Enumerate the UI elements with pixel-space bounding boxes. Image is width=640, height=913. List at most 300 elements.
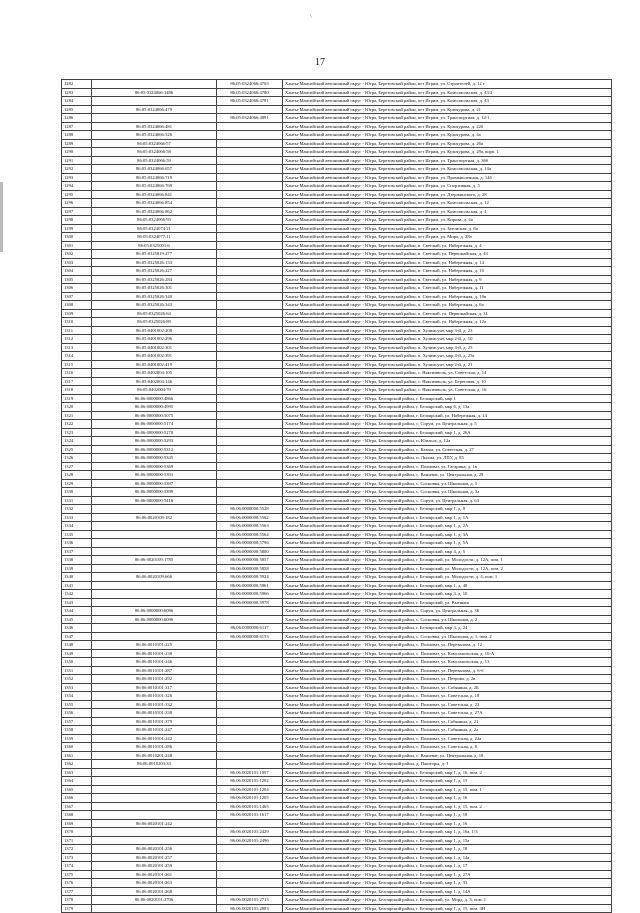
table-row (62, 496, 612, 505)
land-cadastral-number-cell: 86:06:0010101:338 (92, 709, 217, 718)
land-cadastral-number-cell: 86:06:0010101:379 (92, 717, 217, 726)
table-row (62, 743, 612, 752)
building-cadastral-number-cell (217, 369, 283, 378)
table-row (62, 675, 612, 684)
land-cadastral-number-cell: 86:06:0010101:247 (92, 726, 217, 735)
row-number-cell: 1361 (62, 751, 92, 760)
building-cadastral-number-cell (217, 131, 283, 140)
table-row (62, 292, 612, 301)
table-row (62, 683, 612, 692)
address-cell: Ханты-Мансийский автономный округ - Югра, Белоярский район, с. Полноват, ул. Собянина, д. 21 (283, 717, 612, 726)
address-cell: Ханты-Мансийский автономный округ - Югра, Белоярский район, г. Белоярский, ул. Молодости, д. 12А, пом. 1 (283, 556, 612, 565)
building-cadastral-number-cell (217, 258, 283, 267)
table-row (62, 190, 612, 199)
land-cadastral-number-cell: 86:05:0325026:89 (92, 318, 217, 327)
address-cell: Ханты-Мансийский автономный округ - Югра, Белоярский район, г. Белоярский, мкр 1, д. 5А (283, 539, 612, 548)
row-number-cell: 1287 (62, 122, 92, 131)
row-number-cell: 1347 (62, 632, 92, 641)
table-row (62, 709, 612, 718)
building-cadastral-number-cell (217, 734, 283, 743)
address-cell: Ханты-Мансийский автономный округ - Югра, Березовский район, пгт Игрим, ул. Дзержинского, д. 28 (283, 190, 612, 199)
row-number-cell: 1335 (62, 530, 92, 539)
land-cadastral-number-cell (92, 598, 217, 607)
table-row (62, 666, 612, 675)
address-cell: Ханты-Мансийский автономный округ - Югра, Белоярский район, г. Белоярский, мкр 1, д. 1А (283, 513, 612, 522)
row-number-cell: 1363 (62, 768, 92, 777)
row-number-cell: 1284 (62, 97, 92, 106)
row-number-cell: 1296 (62, 199, 92, 208)
address-cell: Ханты-Мансийский автономный округ - Югра, Белоярский район, с. Сорум, ул. Центральная, д. 63 (283, 496, 612, 505)
row-number-cell: 1365 (62, 785, 92, 794)
building-cadastral-number-cell (217, 216, 283, 225)
land-cadastral-number-cell: 86:05:0325001:6 (92, 241, 217, 250)
address-cell: Ханты-Мансийский автономный округ - Югра, Березовский район, пгт Игрим, ул. Кульчурова, д. 29а, корп. 1 (283, 148, 612, 157)
address-cell: Ханты-Мансийский автономный округ - Югра, Березовский район, с. Няксимволь, ул. Береговая, д. 10 (283, 377, 612, 386)
land-cadastral-number-cell: 86:05:0324077:11 (92, 233, 217, 242)
row-number-cell: 1378 (62, 896, 92, 905)
property-register-table (61, 79, 612, 913)
address-cell: Ханты-Мансийский автономный округ - Югра, Белоярский район, с. Ванзеват, ул. Центральная, д. 18 (283, 751, 612, 760)
land-cadastral-number-cell: 86:06:0020101:257 (92, 853, 217, 862)
table-row (62, 250, 612, 259)
address-cell: Ханты-Мансийский автономный округ - Югра, Белоярский район, г. Белоярский, мкр 1, д. 15, пом. 2 (283, 802, 612, 811)
row-number-cell: 1375 (62, 870, 92, 879)
row-number-cell: 1349 (62, 649, 92, 658)
address-cell: Ханты-Мансийский автономный округ - Югра, Березовский район, п. Светлый, ул. Набережная, д. 11 (283, 284, 612, 293)
row-number-cell: 1376 (62, 879, 92, 888)
table-row (62, 760, 612, 769)
row-number-cell: 1323 (62, 428, 92, 437)
land-cadastral-number-cell (92, 522, 217, 531)
land-cadastral-number-cell (92, 590, 217, 599)
address-cell: Ханты-Мансийский автономный округ - Югра, Березовский район, п. Светлый, ул. Набережная, д. 10 (283, 267, 612, 276)
table-row (62, 258, 612, 267)
address-cell: Ханты-Мансийский автономный округ - Югра, Белоярский район, г. Белоярский, мкр 1, д. 16а, 1/3 (283, 828, 612, 837)
building-cadastral-number-cell (217, 479, 283, 488)
table-row (62, 768, 612, 777)
row-number-cell: 1362 (62, 760, 92, 769)
building-cadastral-number-cell (217, 675, 283, 684)
land-cadastral-number-cell (92, 777, 217, 786)
address-cell: Ханты-Мансийский автономный округ - Югра, Белоярский район, г. Белоярский, мкр 6, д. 13а (283, 403, 612, 412)
building-cadastral-number-cell (217, 199, 283, 208)
address-cell: Ханты-Мансийский автономный округ - Югра, Белоярский район, г. Белоярский, мкр 1, д. 15, пом. 1 (283, 785, 612, 794)
table-row (62, 624, 612, 633)
address-cell: Ханты-Мансийский автономный округ - Югра, Белоярский район, г. Белоярский, ул. Молодости, д. 12А, пом. 2 (283, 564, 612, 573)
land-cadastral-number-cell: 86:05:0325026:227 (92, 267, 217, 276)
table-row (62, 182, 612, 191)
land-cadastral-number-cell: 86:06:0010101:332 (92, 700, 217, 709)
row-number-cell: 1369 (62, 819, 92, 828)
row-number-cell: 1322 (62, 420, 92, 429)
row-number-cell: 1355 (62, 700, 92, 709)
row-number-cell: 1310 (62, 318, 92, 327)
address-cell: Ханты-Мансийский автономный округ - Югра, Белоярский район, с. Сосновка, ул. Школьная, д. 3а (283, 488, 612, 497)
table-row (62, 369, 612, 378)
land-cadastral-number-cell: 86:06:0020109:182 (92, 513, 217, 522)
address-cell: Ханты-Мансийский автономный округ - Югра, Березовский район, п. Светлый, ул. Набережная, д. 9 (283, 275, 612, 284)
table-row (62, 479, 612, 488)
building-cadastral-number-cell (217, 394, 283, 403)
table-row (62, 445, 612, 454)
building-cadastral-number-cell (217, 250, 283, 259)
table-row (62, 564, 612, 573)
table-row (62, 556, 612, 565)
address-cell: Ханты-Мансийский автономный округ - Югра, Березовский район, п. Светлый, ул. Набережная, д. 14 (283, 258, 612, 267)
building-cadastral-number-cell (217, 428, 283, 437)
address-cell: Ханты-Мансийский автономный округ - Югра, Березовский район, пгт Игрим, ул. Комсомольская, д. 12 (283, 199, 612, 208)
land-cadastral-number-cell: 86:06:0010101:286 (92, 743, 217, 752)
table-row (62, 513, 612, 522)
address-cell: Ханты-Мансийский автономный округ - Югра, Белоярский район, г. Белоярский, мкр 1, д. 14А (283, 887, 612, 896)
table-row (62, 700, 612, 709)
building-cadastral-number-cell (217, 377, 283, 386)
land-cadastral-number-cell: 86:06:0020101:261 (92, 870, 217, 879)
land-cadastral-number-cell: 86:05:0325026:64 (92, 309, 217, 318)
address-cell: Ханты-Мансийский автономный округ - Югра, Белоярский район, с. Полноват, ул. Комсомольская, д. 16-А (283, 649, 612, 658)
address-cell: Ханты-Мансийский автономный округ - Югра, Березовский район, п. Светлый, ул. Набережная, д. 12а (283, 318, 612, 327)
building-cadastral-number-cell (217, 411, 283, 420)
address-cell: Ханты-Мансийский автономный округ - Югра, Белоярский район, с. Полноват, ул. Перевалова, д. 6-б (283, 666, 612, 675)
address-cell: Ханты-Мансийский автономный округ - Югра, Березовский район, пгт Игрим, ул. Кульчурова, д. 4а (283, 131, 612, 140)
building-cadastral-number-cell (217, 887, 283, 896)
land-cadastral-number-cell: 86:06:0000000:5312 (92, 445, 217, 454)
address-cell: Ханты-Мансийский автономный округ - Югра, Белоярский район, с. Полноват, ул. Комсомольская, д. 13 (283, 658, 612, 667)
address-cell: Ханты-Мансийский автономный округ - Югра, Березовский район, пгт Игрим, ул. Спортивная, д. 5 (283, 182, 612, 191)
table-row (62, 114, 612, 123)
row-number-cell: 1304 (62, 267, 92, 276)
building-cadastral-number-cell (217, 233, 283, 242)
row-number-cell: 1324 (62, 437, 92, 446)
address-cell: Ханты-Мансийский автономный округ - Югра, Белоярский район, с. Полноват, ул. Гагарина, д. 1в (283, 462, 612, 471)
building-cadastral-number-cell (217, 148, 283, 157)
building-cadastral-number-cell: 86:06:0000000:5978 (217, 598, 283, 607)
land-cadastral-number-cell: 86:06:0010101:225 (92, 641, 217, 650)
land-cadastral-number-cell: 86:06:0010201:248 (92, 751, 217, 760)
row-number-cell: 1319 (62, 394, 92, 403)
table-row (62, 615, 612, 624)
building-cadastral-number-cell (217, 318, 283, 327)
address-cell: Ханты-Мансийский автономный округ - Югра, Белоярский район, г. Белоярский, мкр 1, д. 8 (283, 505, 612, 514)
land-cadastral-number-cell: 86:05:0324066:479 (92, 105, 217, 114)
address-cell: Ханты-Мансийский автономный округ - Югра, Березовский район, п. Хулимсунт, мкр 2-й, д. 10 (283, 335, 612, 344)
building-cadastral-number-cell (217, 139, 283, 148)
land-cadastral-number-cell: 86:06:0000000:5397 (92, 479, 217, 488)
table-row (62, 547, 612, 556)
row-number-cell: 1330 (62, 488, 92, 497)
row-number-cell: 1360 (62, 743, 92, 752)
building-cadastral-number-cell: 86:06:0000000:6153 (217, 632, 283, 641)
table-row (62, 845, 612, 854)
land-cadastral-number-cell: 86:06:0020101:259 (92, 862, 217, 871)
land-cadastral-number-cell (92, 97, 217, 106)
row-number-cell: 1331 (62, 496, 92, 505)
row-number-cell: 1377 (62, 887, 92, 896)
land-cadastral-number-cell (92, 539, 217, 548)
row-number-cell: 1344 (62, 607, 92, 616)
building-cadastral-number-cell (217, 649, 283, 658)
building-cadastral-number-cell (217, 692, 283, 701)
land-cadastral-number-cell: 86:05:0324066:841 (92, 190, 217, 199)
building-cadastral-number-cell (217, 462, 283, 471)
land-cadastral-number-cell: 86:06:0000000:5416 (92, 496, 217, 505)
row-number-cell: 1342 (62, 590, 92, 599)
table-row (62, 411, 612, 420)
building-cadastral-number-cell (217, 760, 283, 769)
table-row (62, 360, 612, 369)
address-cell: Ханты-Мансийский автономный округ - Югра, Белоярский район, г. Белоярский, мкр 3, д. 10 (283, 590, 612, 599)
building-cadastral-number-cell (217, 326, 283, 335)
building-cadastral-number-cell (217, 743, 283, 752)
row-number-cell: 1283 (62, 88, 92, 97)
land-cadastral-number-cell (92, 564, 217, 573)
row-number-cell: 1325 (62, 445, 92, 454)
building-cadastral-number-cell (217, 224, 283, 233)
address-cell: Ханты-Мансийский автономный округ - Югра, Белоярский район, с. Казым, ул. Советская, д. 27 (283, 445, 612, 454)
table-row (62, 590, 612, 599)
land-cadastral-number-cell (92, 80, 217, 89)
address-cell: Ханты-Мансийский автономный округ - Югра, Белоярский район, г. Белоярский, ул. Набережная, д. 14 (283, 411, 612, 420)
table-row (62, 224, 612, 233)
address-cell: Ханты-Мансийский автономный округ - Югра, Белоярский район, п. Юильск, д. 12а (283, 437, 612, 446)
table-row (62, 301, 612, 310)
land-cadastral-number-cell: 86:05:0402004:146 (92, 377, 217, 386)
address-cell: Ханты-Мансийский автономный округ - Югра, Белоярский район, с. Полноват, ул. Советская, д. 23 (283, 700, 612, 709)
table-row (62, 717, 612, 726)
table-row (62, 836, 612, 845)
land-cadastral-number-cell: 86:06:0020101:242 (92, 819, 217, 828)
table-row (62, 802, 612, 811)
building-cadastral-number-cell (217, 879, 283, 888)
land-cadastral-number-cell (92, 632, 217, 641)
scan-edge-mark (0, 182, 3, 252)
land-cadastral-number-cell (92, 505, 217, 514)
building-cadastral-number-cell (217, 292, 283, 301)
row-number-cell: 1339 (62, 564, 92, 573)
table-row (62, 658, 612, 667)
table-row (62, 777, 612, 786)
address-cell: Ханты-Мансийский автономный округ - Югра, Березовский район, пгт Игрим, ул. Транспортная, д. 36б (283, 156, 612, 165)
land-cadastral-number-cell: 86:06:0010203:33 (92, 760, 217, 769)
building-cadastral-number-cell (217, 343, 283, 352)
land-cadastral-number-cell (92, 836, 217, 845)
building-cadastral-number-cell (217, 607, 283, 616)
land-cadastral-number-cell: 86:05:0401002:391 (92, 352, 217, 361)
table-row (62, 819, 612, 828)
land-cadastral-number-cell: 86:06:0000000:5345 (92, 454, 217, 463)
building-cadastral-number-cell (217, 241, 283, 250)
land-cadastral-number-cell: 86:05:0324066:57 (92, 139, 217, 148)
land-cadastral-number-cell: 86:06:0020101:268 (92, 887, 217, 896)
building-cadastral-number-cell: 86:06:0020101:1465 (217, 802, 283, 811)
row-number-cell: 1306 (62, 284, 92, 293)
table-row (62, 641, 612, 650)
table-row (62, 139, 612, 148)
table-row (62, 318, 612, 327)
page-number: 17 (315, 57, 325, 68)
building-cadastral-number-cell (217, 870, 283, 879)
table-row (62, 522, 612, 531)
address-cell: Ханты-Мансийский автономный округ - Югра, Белоярский район, г. Белоярский, мкр 1, д. 14а (283, 853, 612, 862)
row-number-cell: 1286 (62, 114, 92, 123)
land-cadastral-number-cell: 86:06:0020101:263 (92, 879, 217, 888)
table-row (62, 896, 612, 905)
building-cadastral-number-cell (217, 496, 283, 505)
row-number-cell: 1298 (62, 216, 92, 225)
row-number-cell: 1302 (62, 250, 92, 259)
row-number-cell: 1292 (62, 165, 92, 174)
address-cell: Ханты-Мансийский автономный округ - Югра, Белоярский район, с. Сорум, ул. Центральная, д. 5 (283, 420, 612, 429)
land-cadastral-number-cell: 86:06:0000000:5293 (92, 437, 217, 446)
table-row (62, 794, 612, 803)
building-cadastral-number-cell (217, 845, 283, 854)
address-cell: Ханты-Мансийский автономный округ - Югра, Белоярский район, г. Белоярский, ул. Выгнная (283, 598, 612, 607)
table-row (62, 471, 612, 480)
land-cadastral-number-cell: 86:05:0325026:340 (92, 292, 217, 301)
land-cadastral-number-cell: 86:06:0010101:292 (92, 675, 217, 684)
land-cadastral-number-cell: 86:06:0010101:317 (92, 683, 217, 692)
building-cadastral-number-cell: 86:06:0000000:5858 (217, 564, 283, 573)
address-cell: Ханты-Мансийский автономный округ - Югра, Березовский район, пгт Игрим, ул. Транспортная, д. 12/1 (283, 114, 612, 123)
row-number-cell: 1291 (62, 156, 92, 165)
address-cell: Ханты-Мансийский автономный округ - Югра, Белоярский район, г. Белоярский, мкр 1, д. 26А (283, 428, 612, 437)
address-cell: Ханты-Мансийский автономный округ - Югра, Белоярский район, г. Белоярский, мкр 1, д. 15, пом. 3Н (283, 904, 612, 913)
building-cadastral-number-cell (217, 190, 283, 199)
row-number-cell: 1352 (62, 675, 92, 684)
land-cadastral-number-cell: 86:06:0000000:5369 (92, 462, 217, 471)
land-cadastral-number-cell: 86:05:0325026:133 (92, 258, 217, 267)
building-cadastral-number-cell (217, 751, 283, 760)
address-cell: Ханты-Мансийский автономный округ - Югра, Белоярский район, г. Белоярский, мкр 1, д. 18 (283, 845, 612, 854)
address-cell: Ханты-Мансийский автономный округ - Югра, Белоярский район, с. Полноват, ул. Перевалова, д. 12 (283, 641, 612, 650)
building-cadastral-number-cell: 86:06:0000000:5528 (217, 505, 283, 514)
row-number-cell: 1313 (62, 343, 92, 352)
building-cadastral-number-cell (217, 454, 283, 463)
row-number-cell: 1368 (62, 811, 92, 820)
row-number-cell: 1340 (62, 573, 92, 582)
table-row (62, 267, 612, 276)
row-number-cell: 1366 (62, 794, 92, 803)
row-number-cell: 1311 (62, 326, 92, 335)
row-number-cell: 1315 (62, 360, 92, 369)
row-number-cell: 1282 (62, 80, 92, 89)
land-cadastral-number-cell: 86:06:0010101:242 (92, 734, 217, 743)
building-cadastral-number-cell: 86:05:0324066:4891 (217, 114, 283, 123)
land-cadastral-number-cell: 86:06:0010101:246 (92, 658, 217, 667)
address-cell: Ханты-Мансийский автономный округ - Югра, Березовский район, с. Няксимволь, ул. Советская, д. 16 (283, 386, 612, 395)
building-cadastral-number-cell (217, 386, 283, 395)
table-row (62, 173, 612, 182)
address-cell: Ханты-Мансийский автономный округ - Югра, Березовский район, п. Хулимсунт, мкр 2-й, д. 21 (283, 360, 612, 369)
table-row (62, 241, 612, 250)
building-cadastral-number-cell (217, 156, 283, 165)
row-number-cell: 1351 (62, 666, 92, 675)
building-cadastral-number-cell: 86:05:0324066:4780 (217, 88, 283, 97)
address-cell: Ханты-Мансийский автономный округ - Югра, Белоярский район, г. Белоярский, мкр 1, д. 40 (283, 581, 612, 590)
row-number-cell: 1370 (62, 828, 92, 837)
row-number-cell: 1338 (62, 556, 92, 565)
row-number-cell: 1372 (62, 845, 92, 854)
table-row (62, 394, 612, 403)
row-number-cell: 1301 (62, 241, 92, 250)
building-cadastral-number-cell (217, 275, 283, 284)
building-cadastral-number-cell: 86:06:0000000:5800 (217, 547, 283, 556)
address-cell: Ханты-Мансийский автономный округ - Югра, Белоярский район, г. Белоярский, мкр 1 (283, 394, 612, 403)
address-cell: Ханты-Мансийский автономный округ - Югра, Березовский район, пгт Игрим, ул. Промышленная, д. 14б (283, 173, 612, 182)
row-number-cell: 1303 (62, 258, 92, 267)
address-cell: Ханты-Мансийский автономный округ - Югра, Белоярский район, с. Полноват, ул. Советская, д. 8 (283, 743, 612, 752)
row-number-cell: 1346 (62, 624, 92, 633)
building-cadastral-number-cell (217, 284, 283, 293)
building-cadastral-number-cell: 86:05:0324066:4781 (217, 97, 283, 106)
land-cadastral-number-cell (92, 547, 217, 556)
address-cell: Ханты-Мансийский автономный округ - Югра, Березовский район, п. Светлый, ул. Первомайская, д. 43 (283, 250, 612, 259)
building-cadastral-number-cell (217, 445, 283, 454)
table-row (62, 326, 612, 335)
building-cadastral-number-cell: 86:06:0000000:5961 (217, 581, 283, 590)
table-row (62, 428, 612, 437)
row-number-cell: 1328 (62, 471, 92, 480)
row-number-cell: 1334 (62, 522, 92, 531)
row-number-cell: 1337 (62, 547, 92, 556)
land-cadastral-number-cell: 86:06:0020109:1785 (92, 556, 217, 565)
land-cadastral-number-cell: 86:05:0324066:862 (92, 207, 217, 216)
land-cadastral-number-cell (92, 794, 217, 803)
table-row (62, 437, 612, 446)
address-cell: Ханты-Мансийский автономный округ - Югра, Белоярский район, с. Сосновка, ул. Школьная, д. 1, пом. 2 (283, 632, 612, 641)
row-number-cell: 1305 (62, 275, 92, 284)
table-row (62, 505, 612, 514)
building-cadastral-number-cell: 86:06:0000000:5966 (217, 590, 283, 599)
building-cadastral-number-cell (217, 105, 283, 114)
address-cell: Ханты-Мансийский автономный округ - Югра, Белоярский район, г. Белоярский, ул. Молодости, д. 4, пом. 1 (283, 573, 612, 582)
row-number-cell: 1350 (62, 658, 92, 667)
table-row (62, 386, 612, 395)
table-row (62, 488, 612, 497)
building-cadastral-number-cell: 86:06:0000000:5857 (217, 556, 283, 565)
land-cadastral-number-cell (92, 114, 217, 123)
building-cadastral-number-cell: 86:06:0020101:1205 (217, 794, 283, 803)
table-row (62, 734, 612, 743)
table-row (62, 530, 612, 539)
row-number-cell: 1364 (62, 777, 92, 786)
building-cadastral-number-cell: 86:05:0324066:4763 (217, 80, 283, 89)
address-cell: Ханты-Мансийский автономный округ - Югра, Березовский район, пгт Игрим, ул. Комсомольская, д. 14а (283, 165, 612, 174)
row-number-cell: 1326 (62, 454, 92, 463)
corner-mark: \ (310, 14, 312, 20)
row-number-cell: 1327 (62, 462, 92, 471)
address-cell: Ханты-Мансийский автономный округ - Югра, Белоярский район, г. Белоярский, мкр 1, д. 15 (283, 777, 612, 786)
address-cell: Ханты-Мансийский автономный округ - Югра, Белоярский район, г. Белоярский, мкр 4, д. 5 (283, 547, 612, 556)
land-cadastral-number-cell: 86:06:0000000:6096 (92, 615, 217, 624)
row-number-cell: 1321 (62, 411, 92, 420)
building-cadastral-number-cell (217, 420, 283, 429)
address-cell: Ханты-Мансийский автономный округ - Югра, Березовский район, пгт Игрим, ул. Строителей, д. 12 г (283, 80, 612, 89)
building-cadastral-number-cell: 86:06:0000000:6117 (217, 624, 283, 633)
row-number-cell: 1341 (62, 581, 92, 590)
table-row (62, 539, 612, 548)
building-cadastral-number-cell: 86:06:0020101:1204 (217, 785, 283, 794)
land-cadastral-number-cell: 86:05:0324066:657 (92, 165, 217, 174)
address-cell: Ханты-Мансийский автономный округ - Югра, Белоярский район, г. Белоярский, мкр 1, д. 27А (283, 870, 612, 879)
table-row (62, 607, 612, 616)
row-number-cell: 1285 (62, 105, 92, 114)
row-number-cell: 1300 (62, 233, 92, 242)
building-cadastral-number-cell (217, 700, 283, 709)
table-row (62, 811, 612, 820)
land-cadastral-number-cell: 86:06:0020109:666 (92, 573, 217, 582)
land-cadastral-number-cell (92, 828, 217, 837)
